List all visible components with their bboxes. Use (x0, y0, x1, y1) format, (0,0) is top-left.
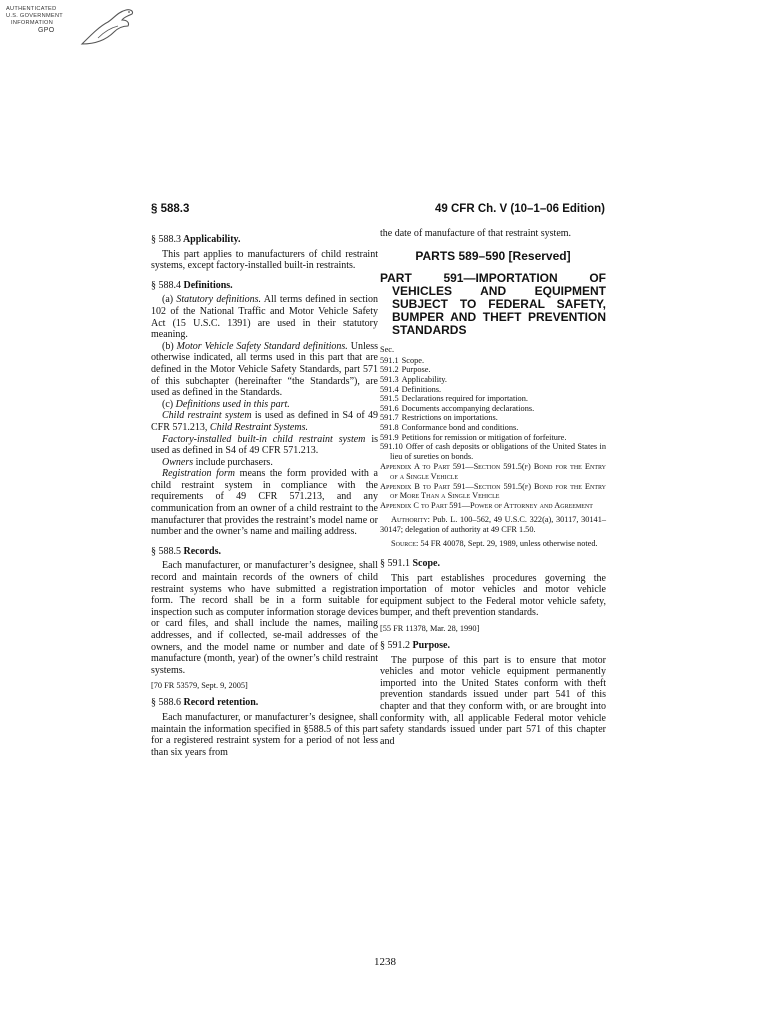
gpo-authentication-logo (6, 4, 156, 54)
left-column (151, 228, 378, 758)
para-label: (c) (162, 398, 176, 410)
section-title: Scope. (412, 558, 440, 570)
definition-registration-form (151, 468, 378, 538)
right-column (380, 228, 606, 747)
running-head (151, 203, 605, 217)
paragraph-text: means the form provided with a child restraint system in compliance with the requirements of 49 CFR 571.213, and any communication from an owner of a child restraint to the manufacturer that provides the restraint’s model name or number and the owner’s name and mailing address. (151, 468, 378, 538)
logo-line-4: GPO (38, 27, 55, 34)
toc-item (380, 385, 606, 395)
authority-text: Pub. L. 100–562, 49 U.S.C. 322(a), 30117, 30141–30147; delegation of authority at 49 CFR 1.50. (380, 515, 606, 534)
toc-item (380, 394, 606, 404)
section-number: § 591.1 (380, 558, 410, 570)
section-number: § 591.2 (380, 640, 410, 652)
toc-section-title: Purpose. (401, 365, 431, 375)
para-label: (a) (162, 294, 177, 306)
source-note-588-5: [70 FR 53579, Sept. 9, 2005] (151, 681, 248, 691)
paragraph-588-4-b (151, 341, 378, 399)
section-title: Records. (183, 545, 221, 557)
toc-section-number: 591.2 (380, 365, 399, 375)
toc-section-number: 591.4 (380, 384, 399, 394)
toc-section-number: 591.10 (380, 442, 403, 452)
logo-line-1: AUTHENTICATED (6, 6, 57, 12)
source-note (380, 539, 606, 549)
paragraph-text: is used as defined in S4 of 49 CFR 571.213. (151, 433, 379, 457)
section-heading-588-5 (151, 546, 378, 558)
toc-section-title: Restrictions on importations. (401, 413, 498, 423)
section-title: Definitions. (183, 279, 233, 291)
paragraph-588-5: Each manufacturer, or manufacturer’s designee, shall record and maintain records of the owners of child restraint systems who have submitted a registration form. The record shall be in a form suitable for inspection such as computer information storage devices or card files, and shall include the names, mailing addresses, and if collected, se-mail addresses of the owners, and the model name or number and date of manufacture (month, year) of the owner’s child restraint systems. (151, 560, 378, 676)
paragraph-591-2: The purpose of this part is to ensure that motor vehicles and motor vehicle equipment permanently imported into the United States conform with theft prevention standards issued under part 541 of this chapter and that they conform with, or are brought into conformity with, all applicable Federal motor vehicle safety standards issued under part 571 of this chapter and (380, 654, 606, 747)
definition-child-restraint-system (151, 410, 378, 433)
table-of-contents (380, 345, 606, 510)
source-label: Source: (391, 539, 419, 549)
toc-section-number: 591.9 (380, 432, 399, 442)
toc-section-number: 591.8 (380, 422, 399, 432)
paragraph-588-6: Each manufacturer, or manufacturer’s designee, shall maintain the information specified in §588.5 of this part for a registered restraint system for a period of not less than six years from (151, 711, 378, 758)
toc-appendix-item: Appendix A to Part 591—Section 591.5(f) Bond for the Entry of a Single Vehicle (380, 462, 606, 481)
logo-line-2: U.S. GOVERNMENT (6, 13, 64, 19)
toc-list (380, 356, 606, 462)
page-number: 1238 (374, 956, 396, 968)
section-heading-588-4 (151, 280, 378, 292)
toc-section-number: 591.7 (380, 413, 399, 423)
section-title: Purpose. (412, 640, 450, 652)
reserved-parts-heading: PARTS 589–590 [Reserved] (415, 248, 571, 263)
section-title: Record retention. (183, 697, 259, 709)
authority-label: Authority: (391, 515, 430, 525)
defined-term: Factory-installed built-in child restraint system (162, 433, 366, 445)
toc-section-title: Scope. (401, 355, 425, 365)
toc-item (380, 375, 606, 385)
section-heading-591-1 (380, 558, 606, 570)
defined-term: Child restraint system (162, 410, 252, 422)
defined-term: Definitions used in this part. (175, 398, 290, 410)
toc-item (380, 442, 606, 461)
logo-line-3: INFORMATION (11, 20, 54, 26)
toc-section-title: Applicability. (401, 374, 447, 384)
section-heading-588-3 (151, 234, 378, 246)
definition-factory-installed (151, 434, 378, 457)
toc-header: Sec. (380, 345, 395, 355)
toc-item (380, 365, 606, 375)
part-591-title: PART 591—IMPORTATION OF VEHICLES AND EQUIPMENT SUBJECT TO FEDERAL SAFETY, BUMPER AND THEFT PREVENTION STANDARDS (380, 271, 606, 338)
paragraph-text: Unless otherwise indicated, all terms used in this part that are defined in the Motor Vehicle Safety Standards, part 571 of this subchapter (hereinafter “the Standards”), are used as defined in the Standards. (151, 340, 378, 399)
toc-item (380, 404, 606, 414)
toc-section-title: Definitions. (401, 384, 442, 394)
toc-section-title: Documents accompanying declarations. (401, 403, 535, 413)
paragraph-text: All terms defined in section 102 of the National Traffic and Motor Vehicle Safety Act (15 U.S.C. 1391) are used in their statutory meaning. (151, 294, 378, 341)
toc-item (380, 413, 606, 423)
defined-term: Motor Vehicle Safety Standard definitions. (176, 340, 348, 352)
defined-term: Owners (162, 456, 194, 468)
toc-item (380, 423, 606, 433)
source-note-591-1: [55 FR 11378, Mar. 28, 1990] (380, 624, 480, 634)
toc-appendix-item: Appendix C to Part 591—Power of Attorney and Agreement (380, 500, 593, 510)
paragraph-591-1: This part establishes procedures governing the importation of motor vehicles and motor vehicle equipment subject to the Federal motor vehicle safety, bumper, and theft prevention standards. (380, 572, 606, 619)
defined-term: Child Restraint Systems. (209, 421, 308, 433)
toc-appendix-item: Appendix B to Part 591—Section 591.5(f) Bond for the Entry of More Than a Single Vehicle (380, 481, 606, 501)
toc-section-title: Offer of cash deposits or obligations of the United States in lieu of sureties on bonds. (390, 442, 606, 461)
toc-item (380, 433, 606, 443)
toc-section-number: 591.3 (380, 374, 399, 384)
toc-item (380, 356, 606, 366)
section-number: § 588.6 (151, 697, 181, 709)
header-section-number: § 588.3 (151, 203, 190, 215)
paragraph-588-4-c (151, 399, 378, 411)
paragraph-588-4-a (151, 294, 378, 340)
toc-section-number: 591.5 (380, 394, 399, 404)
paragraph-588-3: This part applies to manufacturers of child restraint systems, except factory-installed built-in restraints. (151, 248, 378, 272)
appendix-list (380, 462, 606, 510)
toc-section-title: Petitions for remission or mitigation of forfeiture. (401, 432, 567, 442)
defined-term: Registration form (162, 468, 236, 480)
section-number: § 588.3 (151, 234, 181, 245)
definition-owners (151, 457, 378, 469)
toc-section-number: 591.1 (380, 355, 399, 365)
paragraph-text: include purchasers. (193, 456, 273, 468)
toc-section-number: 591.6 (380, 403, 399, 413)
section-number: § 588.4 (151, 279, 181, 291)
header-title: 49 CFR Ch. V (10–1–06 Edition) (435, 203, 605, 215)
toc-section-title: Conformance bond and conditions. (401, 422, 519, 432)
paragraph-text: is used as defined in S4 of 49 CFR 571.213, (151, 410, 378, 433)
paragraph-continuation: the date of manufacture of that restraint system. (380, 228, 572, 239)
defined-term: Statutory definitions. (176, 294, 262, 306)
para-label: (b) (162, 340, 177, 352)
source-text: 54 FR 40078, Sept. 29, 1989, unless otherwise noted. (418, 539, 598, 549)
section-number: § 588.5 (151, 545, 181, 557)
authority-note (380, 515, 606, 534)
section-heading-591-2 (380, 640, 606, 652)
toc-section-title: Declarations required for importation. (401, 394, 528, 404)
section-heading-588-6 (151, 697, 378, 709)
section-title: Applicability. (182, 234, 241, 245)
eagle-icon (78, 4, 148, 48)
